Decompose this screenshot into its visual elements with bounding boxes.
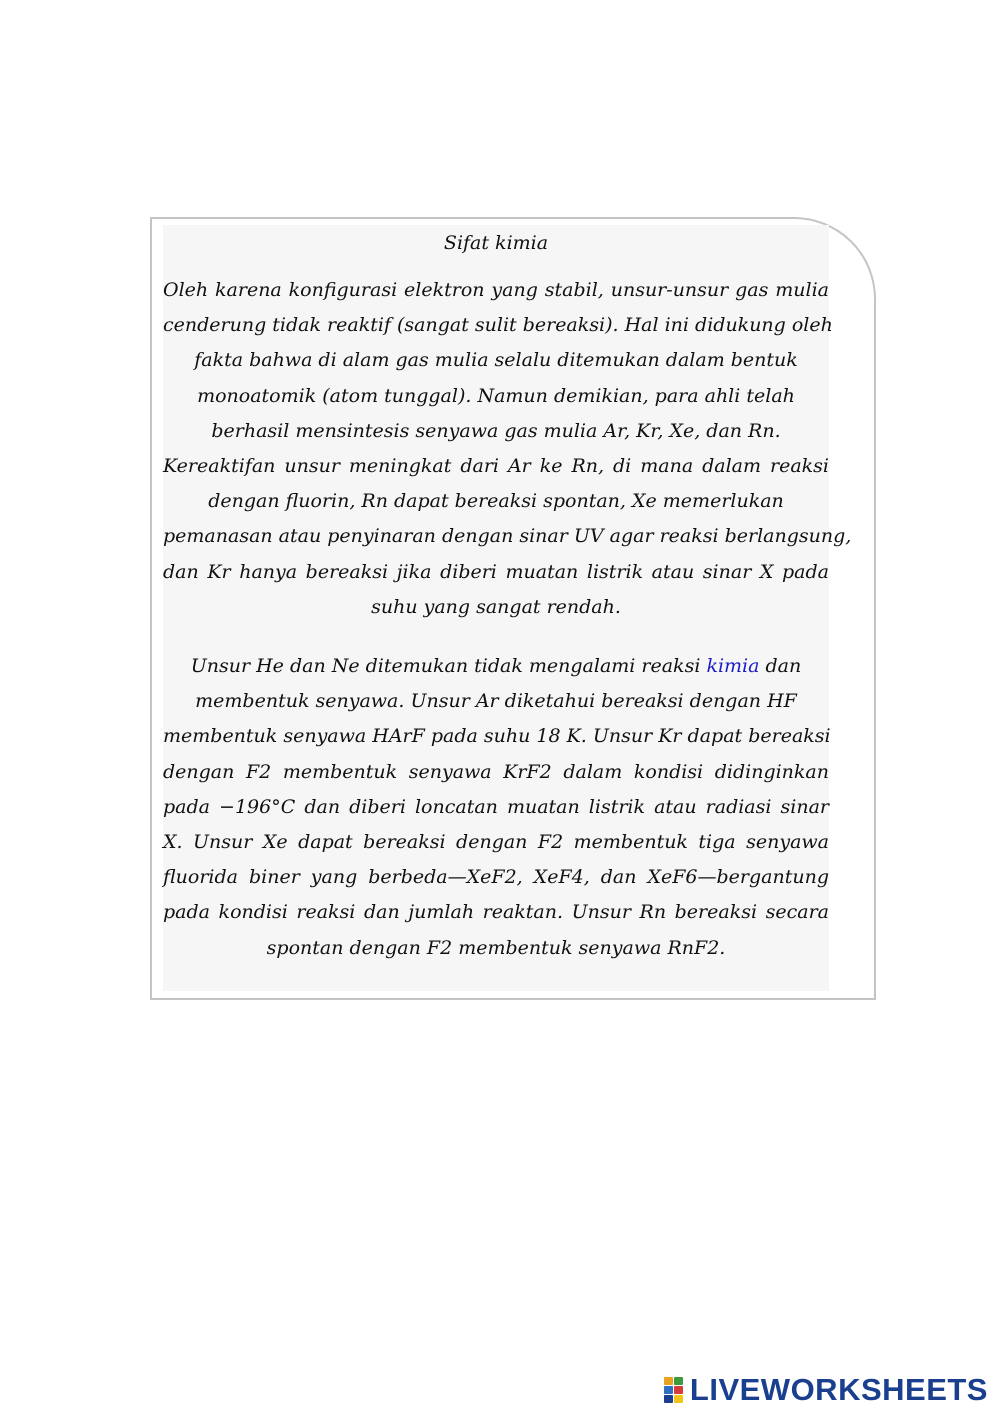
text-segment: Unsur He dan Ne ditemukan tidak mengalami reaksi — [190, 655, 701, 677]
text-line — [163, 649, 829, 684]
logo-square — [674, 1386, 683, 1394]
text-line: fluorida biner yang berbeda—XeF2, XeF4, dan XeF6—bergantung — [163, 866, 829, 889]
logo-square — [664, 1395, 673, 1403]
text-segment: dan — [765, 655, 802, 677]
text-line: berhasil mensintesis senyawa gas mulia Ar, Kr, Xe, dan Rn. — [211, 419, 781, 442]
text-line: membentuk senyawa HArF pada suhu 18 K. Unsur Kr dapat bereaksi — [163, 725, 831, 748]
text-line: cenderung tidak reaktif (sangat sulit bereaksi). Hal ini didukung oleh — [163, 314, 833, 337]
text-line: membentuk senyawa. Unsur Ar diketahui bereaksi dengan HF — [195, 690, 797, 713]
logo-square — [674, 1395, 683, 1403]
logo-wordmark: LIVEWORKSHEETS — [689, 1372, 988, 1407]
liveworksheets-logo[interactable] — [664, 1371, 988, 1409]
text-line: dan Kr hanya bereaksi jika diberi muatan listrik atau sinar X pada — [163, 560, 829, 583]
text-line: Kereaktifan unsur meningkat dari Ar ke Rn, di mana dalam reaksi — [163, 455, 829, 478]
text-line: monoatomik (atom tunggal). Namun demikian, para ahli telah — [197, 384, 795, 407]
text-line: suhu yang sangat rendah. — [371, 595, 621, 618]
text-line: Oleh karena konfigurasi elektron yang stabil, unsur-unsur gas mulia — [163, 279, 829, 301]
text-line: X. Unsur Xe dapat bereaksi dengan F2 membentuk tiga senyawa — [163, 831, 829, 854]
logo-square — [664, 1377, 673, 1385]
text-line: fakta bahwa di alam gas mulia selalu ditemukan dalam bentuk — [194, 349, 798, 372]
logo-square — [664, 1386, 673, 1394]
text-line: dengan fluorin, Rn dapat bereaksi spontan, Xe memerlukan — [208, 490, 784, 513]
kimia-link[interactable]: kimia — [706, 655, 760, 677]
section-title: Sifat kimia — [443, 232, 549, 254]
text-line: spontan dengan F2 membentuk senyawa RnF2. — [266, 936, 726, 959]
logo-mark-icon — [664, 1377, 684, 1403]
paragraph-2 — [163, 649, 829, 966]
text-line: dengan F2 membentuk senyawa KrF2 dalam kondisi didinginkan — [163, 760, 829, 783]
paragraph-1 — [163, 273, 852, 625]
text-line: pemanasan atau penyinaran dengan sinar UV agar reaksi berlangsung, — [163, 525, 852, 548]
text-line: pada −196°C dan diberi loncatan muatan listrik atau radiasi sinar — [163, 795, 829, 818]
logo-square — [674, 1377, 683, 1385]
text-line: pada kondisi reaksi dan jumlah reaktan. Unsur Rn bereaksi secara — [163, 901, 829, 924]
